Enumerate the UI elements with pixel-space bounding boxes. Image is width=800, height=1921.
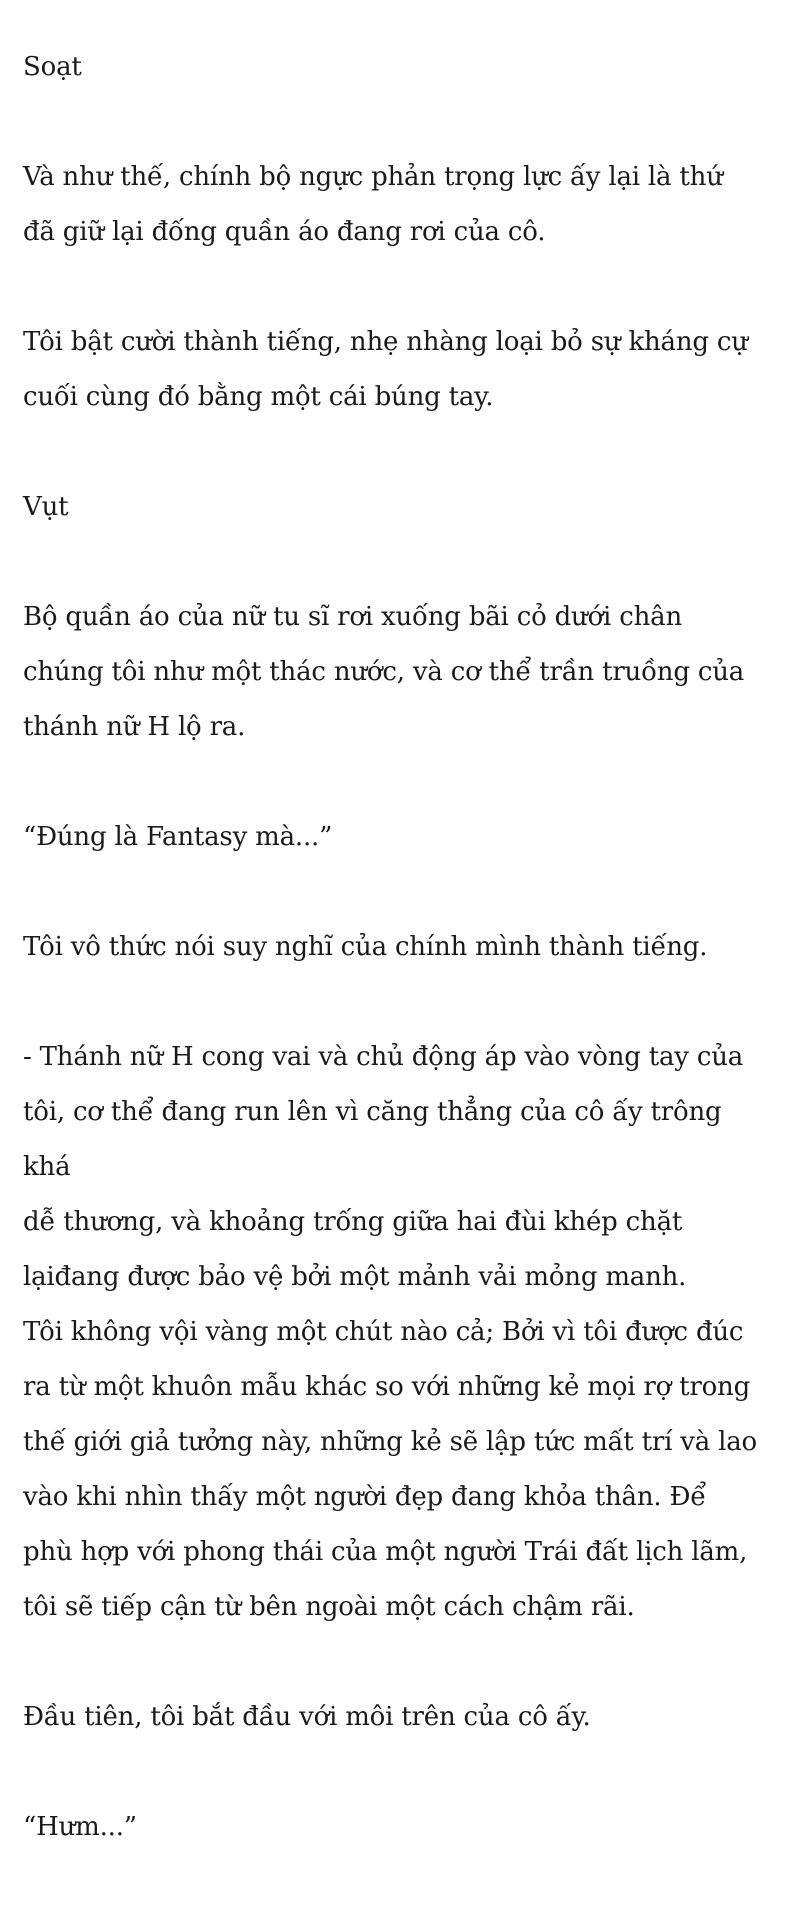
paragraph-upper-lip: Đầu tiên, tôi bắt đầu với môi trên của cô ấy. <box>23 1702 591 1732</box>
paragraph-clothes-fall: Bộ quần áo của nữ tu sĩ rơi xuống bãi cỏ dưới chân chúng tôi như một thác nước, và cơ thể trần truồng của thánh nữ H lộ ra. <box>23 602 745 742</box>
paragraph-clothes-held: Và như thế, chính bộ ngực phản trọng lực ấy lại là thứ đã giữ lại đống quần áo đang rơi của cô. <box>23 162 723 247</box>
paragraph-quote-hum: “Hưm...” <box>23 1812 137 1842</box>
paragraph-finger-snap: Tôi bật cười thành tiếng, nhẹ nhàng loại bỏ sự kháng cự cuối cùng đó bằng một cái búng tay. <box>23 327 748 412</box>
paragraph-thought-aloud: Tôi vô thức nói suy nghĩ của chính mình thành tiếng. <box>23 932 708 962</box>
paragraph-sound-soat: Soạt <box>23 52 82 82</box>
paragraph-quote-fantasy: “Đúng là Fantasy mà...” <box>23 822 333 852</box>
paragraph-no-hurry: Tôi không vội vàng một chút nào cả; Bởi vì tôi được đúc ra từ một khuôn mẫu khác so với những kẻ mọi rợ trong thế giới giả tưởng này, những kẻ sẽ lập tức mất trí và lao vào khi nhìn thấy một người đẹp đang khỏa thân. Để phù hợp với phong thái của một người Trái đất lịch lãm, tôi sẽ tiếp cận từ bên ngoài một cách chậm rãi. <box>23 1317 757 1622</box>
paragraph-saintess-embrace: - Thánh nữ H cong vai và chủ động áp vào vòng tay của tôi, cơ thể đang run lên vì căng thẳng của cô ấy trông khá dễ thương, và khoảng trống giữa hai đùi khép chặt lạiđang được bảo vệ bởi một mảnh vải mỏng manh. <box>23 1042 744 1292</box>
paragraph-sound-vut: Vụt <box>23 492 69 522</box>
